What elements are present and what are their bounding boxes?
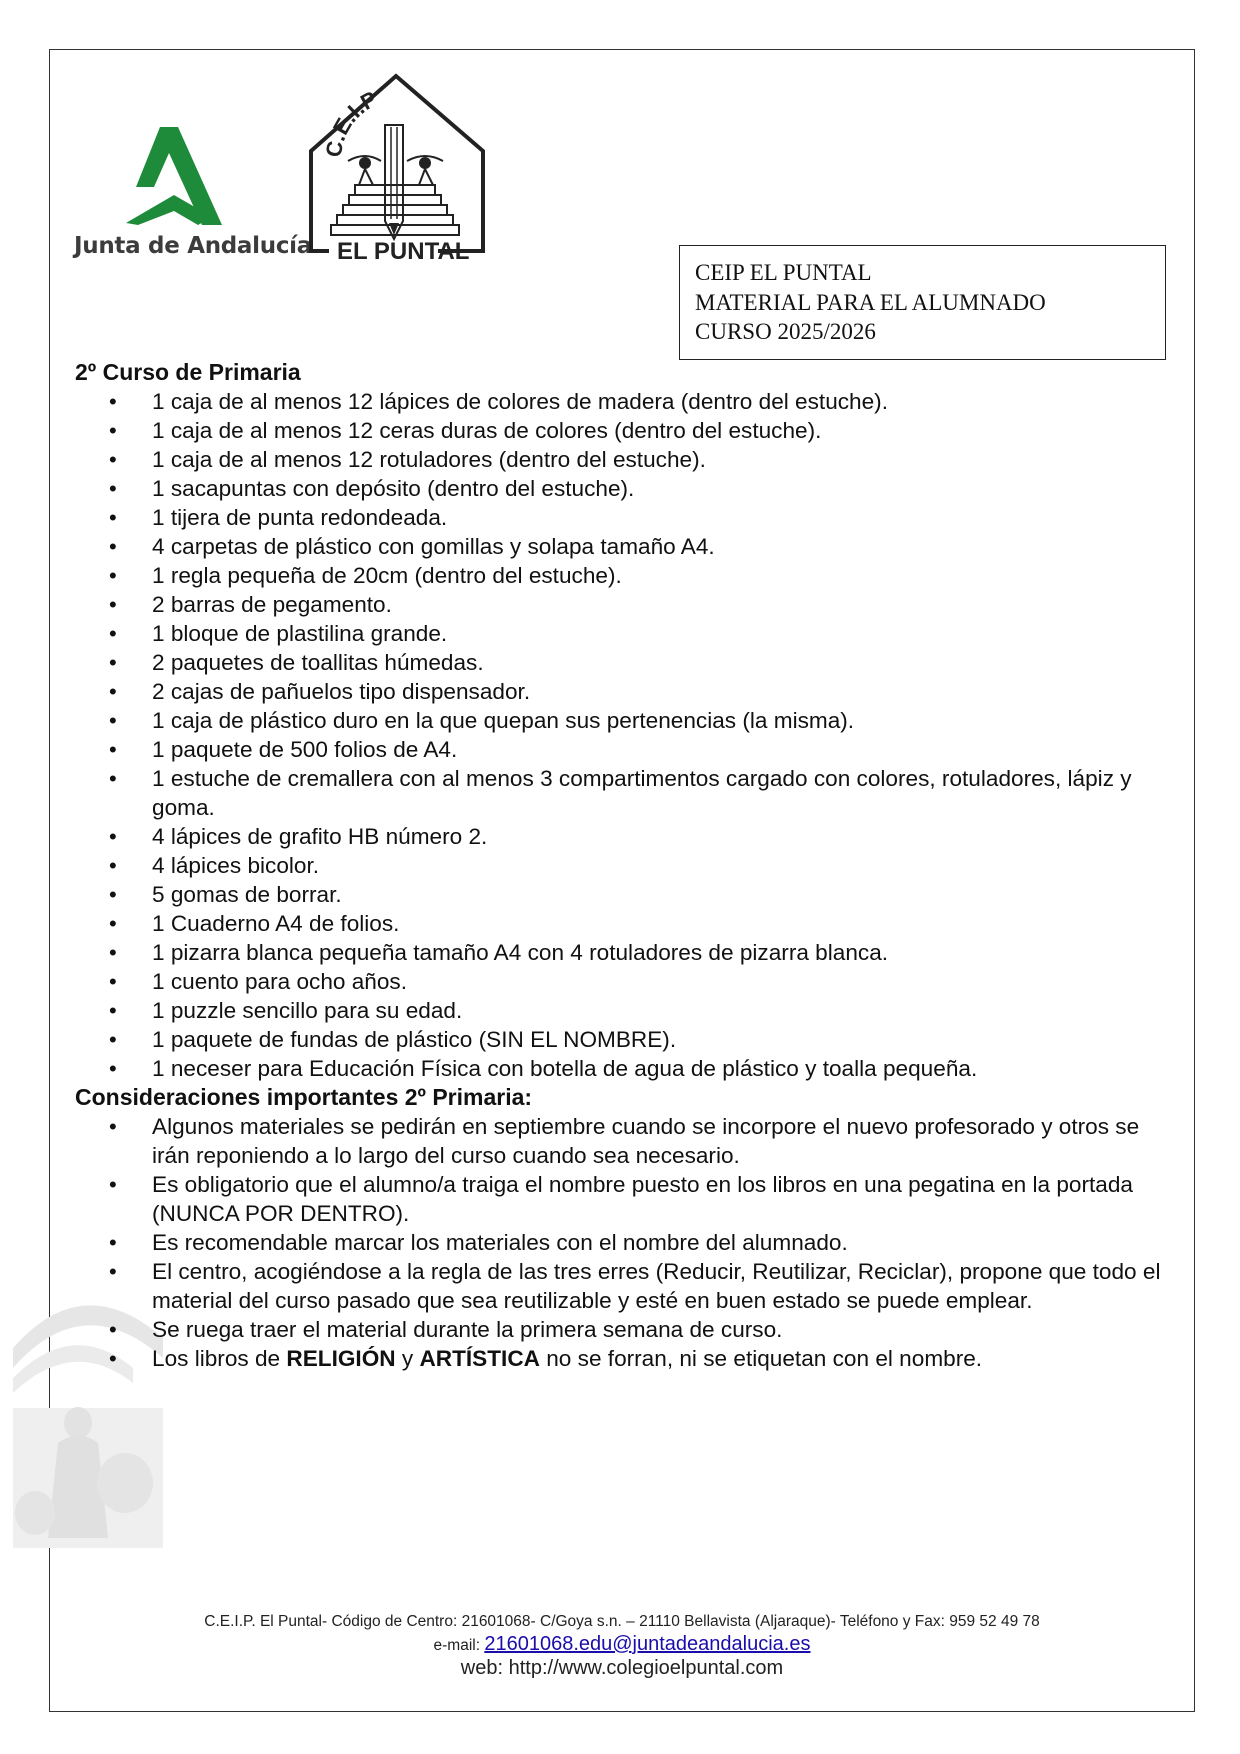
bullet-icon: •: [109, 679, 117, 704]
list-item-text: 1 estuche de cremallera con al menos 3 compartimentos cargado con colores, rotuladores, lápiz y goma.: [152, 766, 1132, 820]
list-item: [75, 677, 1175, 706]
bullet-icon: •: [109, 969, 117, 994]
list-item-text: 1 pizarra blanca pequeña tamaño A4 con 4 rotuladores de pizarra blanca.: [152, 940, 889, 965]
list-item: [75, 590, 1175, 619]
list-item-text: 2 barras de pegamento.: [152, 592, 392, 617]
list-item: [75, 1257, 1175, 1315]
course-heading: 2º Curso de Primaria: [75, 359, 301, 385]
bullet-icon: •: [109, 418, 117, 443]
list-item-text: 1 caja de al menos 12 lápices de colores de madera (dentro del estuche).: [152, 389, 888, 414]
main-content: [75, 358, 1175, 1373]
ceip-logo-name: EL PUNTAL: [337, 238, 470, 263]
list-item-text: 1 caja de plástico duro en la que quepan sus pertenencias (la misma).: [152, 708, 855, 733]
bullet-icon: •: [109, 824, 117, 849]
list-item: [75, 561, 1175, 590]
list-item: [75, 416, 1175, 445]
list-item-text: Es recomendable marcar los materiales con el nombre del alumnado.: [152, 1230, 848, 1255]
bullet-icon: •: [109, 1346, 117, 1371]
footer-web: web: http://www.colegioelpuntal.com: [460, 1657, 784, 1679]
list-item-text: 2 cajas de pañuelos tipo dispensador.: [152, 679, 531, 704]
list-item-text: Se ruega traer el material durante la primera semana de curso.: [152, 1317, 783, 1342]
list-item-text: 1 regla pequeña de 20cm (dentro del estuche).: [152, 563, 622, 588]
list-item: [75, 619, 1175, 648]
list-item: [75, 1315, 1175, 1344]
bullet-icon: •: [109, 998, 117, 1023]
bullet-icon: •: [109, 1230, 117, 1255]
bullet-icon: •: [109, 650, 117, 675]
list-item: [75, 445, 1175, 474]
course-materials-list: [75, 387, 1175, 1083]
list-item: [75, 764, 1175, 822]
bullet-icon: •: [109, 737, 117, 762]
list-item-text: El centro, acogiéndose a la regla de las tres erres (Reducir, Reutilizar, Reciclar), propone que todo el material del curso pasado que sea reutilizable y esté en buen estado se puede emplear.: [152, 1259, 1161, 1313]
list-item-text: 1 tijera de punta redondeada.: [152, 505, 448, 530]
header-document-title: MATERIAL PARA EL ALUMNADO: [695, 289, 1046, 315]
list-item: [75, 532, 1175, 561]
list-item-text: 1 sacapuntas con depósito (dentro del estuche).: [152, 476, 635, 501]
footer-email-row: [49, 1633, 1195, 1657]
bullet-icon: •: [109, 940, 117, 965]
footer-address: C.E.I.P. El Puntal- Código de Centro: 21601068- C/Goya s.n. – 21110 Bellavista (Aljaraque)- Teléfono y Fax: 959 52 49 78: [204, 1613, 1040, 1630]
junta-a-emblem-icon: [124, 125, 234, 230]
bullet-icon: •: [109, 389, 117, 414]
list-item: [75, 706, 1175, 735]
bullet-icon: •: [109, 476, 117, 501]
junta-name: Junta de Andalucía: [74, 233, 312, 259]
footer: [49, 1610, 1195, 1680]
list-item: [75, 909, 1175, 938]
list-item: [75, 851, 1175, 880]
list-item: [75, 387, 1175, 416]
list-item-text: 4 carpetas de plástico con gomillas y solapa tamaño A4.: [152, 534, 715, 559]
list-item-text: 1 caja de al menos 12 rotuladores (dentro del estuche).: [152, 447, 706, 472]
footer-email-label: e-mail:: [433, 1637, 485, 1654]
bullet-icon: •: [109, 1317, 117, 1342]
list-item-text: 4 lápices bicolor.: [152, 853, 320, 878]
header-course-year: CURSO 2025/2026: [695, 319, 876, 344]
bullet-icon: •: [109, 534, 117, 559]
list-item-text: 5 gomas de borrar.: [152, 882, 342, 907]
list-item: [75, 503, 1175, 532]
list-item: [75, 474, 1175, 503]
list-item-text: Es obligatorio que el alumno/a traiga el nombre puesto en los libros en una pegatina en la portada (NUNCA POR DENTRO).: [152, 1172, 1133, 1226]
list-item: [75, 735, 1175, 764]
list-item: [75, 1112, 1175, 1170]
bullet-icon: •: [109, 1027, 117, 1052]
list-item-text: Algunos materiales se pedirán en septiembre cuando se incorpore el nuevo profesorado y otros se irán reponiendo a lo largo del curso cuando sea necesario.: [152, 1114, 1140, 1168]
list-item: [75, 822, 1175, 851]
bullet-icon: •: [109, 563, 117, 588]
junta-de-andalucia-logo: [74, 125, 312, 265]
list-item-text: 1 cuento para ocho años.: [152, 969, 407, 994]
list-item: [75, 1025, 1175, 1054]
header-school-name: CEIP EL PUNTAL: [695, 260, 872, 285]
list-item: [75, 1170, 1175, 1228]
list-item: • Los libros de RELIGIÓN y ARTÍSTICA no se forran, ni se etiquetan con el nombre.: [109, 1346, 983, 1371]
bullet-icon: •: [109, 1259, 117, 1284]
bullet-icon: •: [109, 621, 117, 646]
bullet-icon: •: [109, 447, 117, 472]
list-item-text: 1 puzzle sencillo para su edad.: [152, 998, 463, 1023]
list-item: [75, 938, 1175, 967]
bullet-icon: •: [109, 1056, 117, 1081]
bullet-icon: •: [109, 853, 117, 878]
list-item-text: 1 neceser para Educación Física con botella de agua de plástico y toalla pequeña.: [152, 1056, 978, 1081]
list-item: [75, 648, 1175, 677]
list-item: [75, 996, 1175, 1025]
bullet-icon: •: [109, 1172, 117, 1197]
considerations-list: [75, 1112, 1175, 1344]
list-item-text: 1 bloque de plastilina grande.: [152, 621, 448, 646]
list-item: [75, 967, 1175, 996]
ceip-el-puntal-logo: [303, 73, 489, 263]
considerations-heading: Consideraciones importantes 2º Primaria:: [75, 1084, 533, 1110]
list-item-text: 1 caja de al menos 12 ceras duras de colores (dentro del estuche).: [152, 418, 822, 443]
list-item-text: 4 lápices de grafito HB número 2.: [152, 824, 488, 849]
bullet-icon: •: [109, 911, 117, 936]
header-box: [679, 245, 1166, 360]
bullet-icon: •: [109, 882, 117, 907]
svg-text:C.E.I.P: C.E.I.P: [320, 85, 382, 159]
bullet-icon: •: [109, 592, 117, 617]
list-item-text: 1 paquete de 500 folios de A4.: [152, 737, 458, 762]
email-link[interactable]: 21601068.edu@juntadeandalucia.es: [484, 1633, 811, 1655]
bullet-icon: •: [109, 1114, 117, 1139]
list-item-text: 2 paquetes de toallitas húmedas.: [152, 650, 484, 675]
list-item-text: 1 Cuaderno A4 de folios.: [152, 911, 400, 936]
list-item: [75, 1228, 1175, 1257]
bullet-icon: •: [109, 505, 117, 530]
list-item: [75, 1054, 1175, 1083]
bullet-icon: •: [109, 766, 117, 791]
list-item-text: 1 paquete de fundas de plástico (SIN EL NOMBRE).: [152, 1027, 677, 1052]
bullet-icon: •: [109, 708, 117, 733]
list-item: [75, 880, 1175, 909]
